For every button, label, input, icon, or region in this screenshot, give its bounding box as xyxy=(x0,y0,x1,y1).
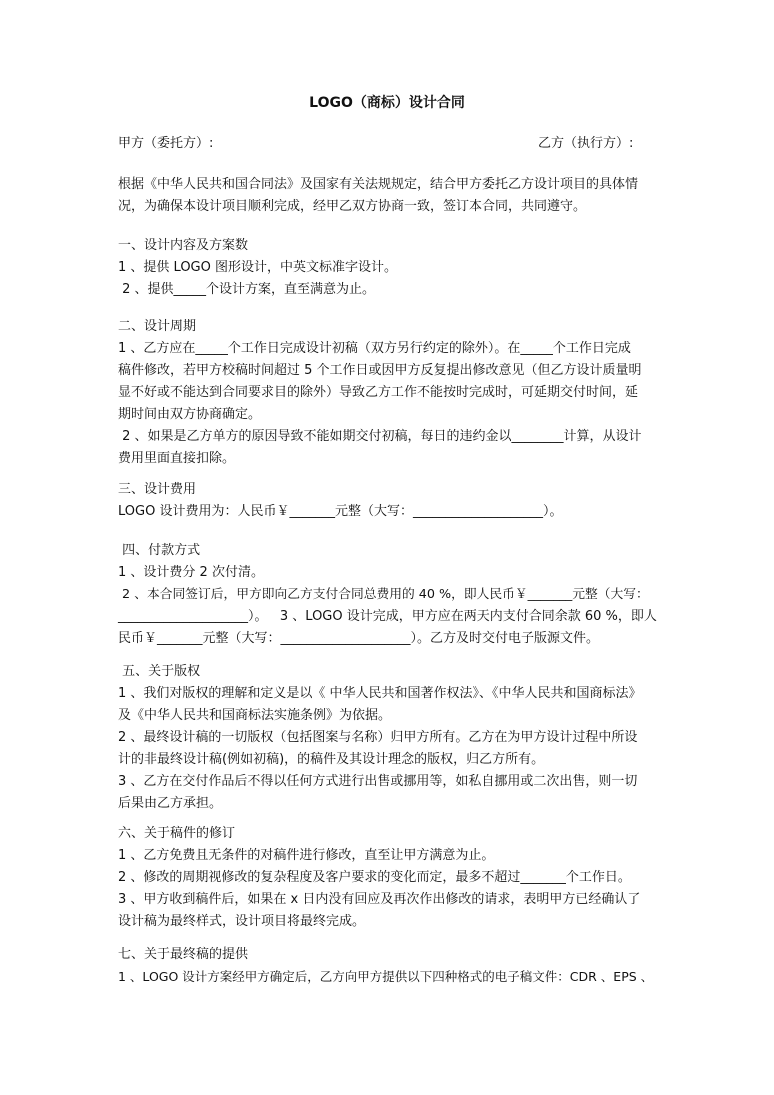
clause-line: 设计稿为最终样式，设计项目将最终完成。 xyxy=(118,914,366,929)
party-b-label: 乙方（执行方）: xyxy=(538,136,634,151)
clause-line: LOGO 设计费用为：人民币￥_______元整（大写：____________________）。 xyxy=(118,504,563,519)
clause-line: 2 、最终设计稿的一切版权（包括图案与名称）归甲方所有。乙方在为甲方设计过程中所设 xyxy=(118,730,638,745)
section-2 xyxy=(118,316,658,470)
contract-title: LOGO（商标）设计合同 xyxy=(309,95,465,111)
section-heading: 五、关于版权 xyxy=(118,664,201,679)
section-6 xyxy=(118,823,658,933)
section-heading: 七、关于最终稿的提供 xyxy=(118,947,249,962)
section-7 xyxy=(118,944,658,988)
section-heading: 四、付款方式 xyxy=(118,543,201,558)
clause-line: 计的非最终设计稿(例如初稿)，的稿件及其设计理念的版权，归乙方所有。 xyxy=(118,752,545,767)
clause-line: 2 、本合同签订后，甲方即向乙方支付合同总费用的 40 %，即人民币￥_______元整（大写： xyxy=(118,587,649,602)
clause-line: 1 、提供 LOGO 图形设计，中英文标准字设计。 xyxy=(118,260,397,275)
clause-line: 1 、乙方免费且无条件的对稿件进行修改，直至让甲方满意为止。 xyxy=(118,848,495,863)
intro-line: 根据《中华人民共和国合同法》及国家有关法规规定，结合甲方委托乙方设计项目的具体情 xyxy=(118,177,639,192)
section-5 xyxy=(118,661,658,815)
intro-line: 况，为确保本设计项目顺利完成，经甲乙双方协商一致，签订本合同，共同遵守。 xyxy=(118,199,587,214)
clause-line: 费用里面直接扣除。 xyxy=(118,451,236,466)
clause-line: 3 、甲方收到稿件后，如果在 x 日内没有回应及再次作出修改的请求，表明甲方已经确认了 xyxy=(118,892,641,907)
clause-line: 1 、LOGO 设计方案经甲方确定后，乙方向甲方提供以下四种格式的电子稿文件：CDR 、EPS 、 xyxy=(118,969,654,984)
clause-line: 2 、如果是乙方单方的原因导致不能如期交付初稿，每日的违约金以________计算，从设计 xyxy=(118,429,642,444)
section-3 xyxy=(118,479,658,523)
section-heading: 一、设计内容及方案数 xyxy=(118,238,249,253)
party-a-label: 甲方（委托方）: xyxy=(118,136,214,151)
section-heading: 六、关于稿件的修订 xyxy=(118,826,236,841)
section-heading: 二、设计周期 xyxy=(118,319,197,334)
section-1 xyxy=(118,235,658,301)
clause-line: 显不好或不能达到合同要求目的除外）导致乙方工作不能按时完成时，可延期交付时间，延 xyxy=(118,385,639,400)
clause-line: 3 、乙方在交付作品后不得以任何方式进行出售或挪用等，如私自挪用或二次出售，则一切 xyxy=(118,774,638,789)
clause-line: ____________________）。 3 、LOGO 设计完成，甲方应在两天内支付合同余款 60 %，即人 xyxy=(118,609,657,624)
clause-line: 民币￥_______元整（大写：____________________）。乙方及时交付电子版源文件。 xyxy=(118,631,600,646)
clause-line: 期时间由双方协商确定。 xyxy=(118,407,262,422)
clause-line: 1 、设计费分 2 次付清。 xyxy=(118,565,264,580)
clause-line: 1 、乙方应在_____个工作日完成设计初稿（双方另行约定的除外）。在_____个工作日完成 xyxy=(118,341,631,356)
clause-line: 2 、提供_____个设计方案，直至满意为止。 xyxy=(118,282,376,297)
section-4 xyxy=(118,540,658,650)
section-heading: 三、设计费用 xyxy=(118,482,197,497)
clause-line: 后果由乙方承担。 xyxy=(118,796,223,811)
intro-paragraph xyxy=(118,174,658,218)
clause-line: 1 、我们对版权的理解和定义是以《 中华人民共和国著作权法》、《中华人民共和国商标法》 xyxy=(118,686,642,701)
clause-line: 稿件修改，若甲方校稿时间超过 5 个工作日或因甲方反复提出修改意见（但乙方设计质量明 xyxy=(118,363,642,378)
clause-line: 2 、修改的周期视修改的复杂程度及客户要求的变化而定，最多不超过_______个工作日。 xyxy=(118,870,631,885)
clause-line: 及《中华人民共和国商标法实施条例》为依据。 xyxy=(118,708,392,723)
